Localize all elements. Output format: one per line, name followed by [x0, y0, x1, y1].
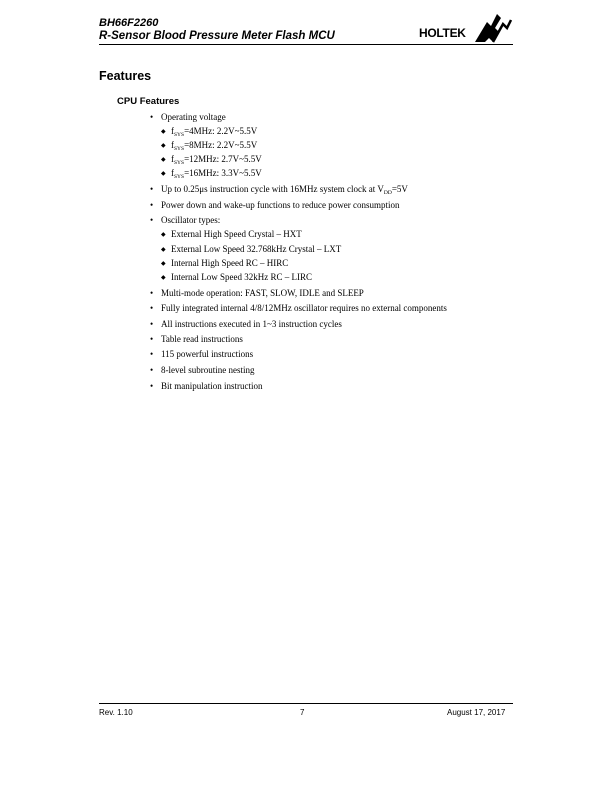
list-item: ◆ External High Speed Crystal – HXT [161, 229, 302, 239]
header-part-number: BH66F2260 [99, 17, 159, 29]
logo-mark-icon [473, 12, 513, 44]
diamond-icon: ◆ [161, 247, 166, 253]
section-title: Features [99, 69, 152, 83]
bullet-icon: • [150, 303, 154, 313]
header-subtitle: R-Sensor Blood Pressure Meter Flash MCU [99, 30, 335, 42]
bullet-icon: • [150, 381, 154, 391]
diamond-icon: ◆ [161, 143, 166, 149]
list-item: ◆ $f_{SYS}=16MHz$: 3.3V~5.5V [161, 168, 262, 180]
bullet-icon: • [150, 200, 154, 210]
bullet-icon: • [150, 334, 154, 344]
list-item: • Multi-mode operation: FAST, SLOW, IDLE and SLEEP [150, 288, 364, 298]
bullet-icon: • [150, 184, 154, 194]
footer-rule [99, 703, 513, 704]
footer-date: August 17, 2017 [447, 708, 506, 717]
footer-revision: Rev. 1.10 [99, 708, 133, 717]
list-item: • Table read instructions [150, 334, 243, 344]
list-item: • All instructions executed in 1~3 instruction cycles [150, 319, 342, 329]
bullet-icon: • [150, 288, 154, 298]
list-item: ◆ External Low Speed 32.768kHz Crystal – LXT [161, 244, 342, 254]
list-item: ◆ $f_{SYS}=12MHz$: 2.7V~5.5V [161, 154, 262, 166]
bullet-icon: • [150, 112, 154, 122]
list-item: • Fully integrated internal 4/8/12MHz oscillator requires no external components [150, 303, 447, 313]
list-item: ◆ $f_{SYS}=8MHz$: 2.2V~5.5V [161, 140, 258, 152]
logo-text: HOLTEK [419, 26, 466, 40]
list-item: • 8-level subroutine nesting [150, 365, 255, 375]
diamond-icon: ◆ [161, 171, 166, 177]
list-item: • Up to 0.25μs instruction cycle with 16MHz system clock at $V_{DD}=5V$ [150, 184, 408, 196]
bullet-icon: • [150, 319, 154, 329]
list-item: ◆ Internal High Speed RC – HIRC [161, 258, 289, 268]
list-item: • Oscillator types: [150, 215, 221, 225]
list-item: • Bit manipulation instruction [150, 381, 263, 391]
list-item: • 115 powerful instructions [150, 349, 254, 359]
diamond-icon: ◆ [161, 129, 166, 135]
subsection-title: CPU Features [117, 96, 180, 107]
bullet-icon: • [150, 215, 154, 225]
diamond-icon: ◆ [161, 275, 166, 281]
list-item: • Operating voltage [150, 112, 226, 122]
diamond-icon: ◆ [161, 261, 166, 267]
header-rule [99, 44, 513, 45]
list-item: ◆ Internal Low Speed 32kHz RC – LIRC [161, 272, 312, 282]
list-item: ◆ $f_{SYS}=4MHz$: 2.2V~5.5V [161, 126, 258, 138]
list-item: • Power down and wake-up functions to reduce power consumption [150, 200, 400, 210]
holtek-logo [419, 12, 513, 44]
bullet-icon: • [150, 349, 154, 359]
diamond-icon: ◆ [161, 157, 166, 163]
bullet-icon: • [150, 365, 154, 375]
diamond-icon: ◆ [161, 232, 166, 238]
footer-page-number: 7 [300, 708, 305, 717]
